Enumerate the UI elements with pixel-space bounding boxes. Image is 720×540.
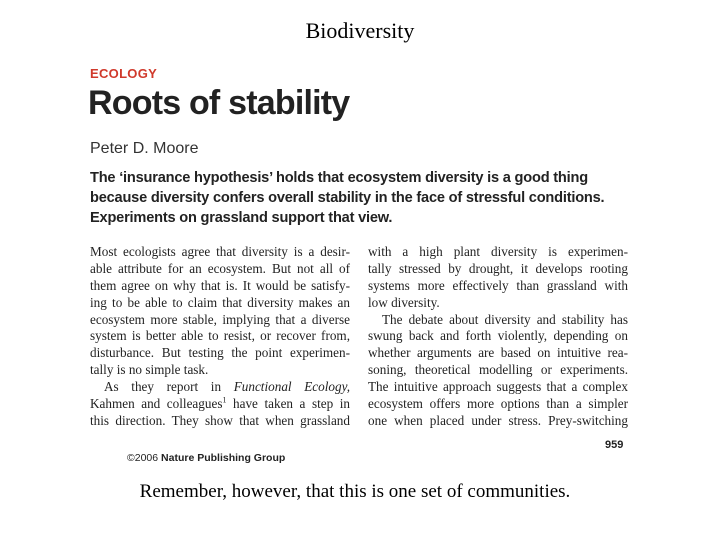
body-line: The debate about diversity and stability has [382, 311, 628, 327]
body-line: systems more effectively than grassland with [368, 277, 628, 293]
body-line: soning, theoretical modelling or experiments. [368, 362, 628, 378]
article-column-left [90, 244, 350, 430]
body-line: tally is no simple task. [90, 362, 209, 378]
body-line: system is better able to resist, or recover from, [90, 328, 350, 344]
reference-marker: 1 [222, 395, 227, 405]
body-line: able attribute for an ecosystem. But not all of [90, 260, 350, 276]
body-line [90, 396, 350, 413]
article-headline: Roots of stability [88, 84, 350, 122]
article-clipping [82, 62, 638, 470]
body-line: one when placed under stress. Prey-switching [368, 412, 628, 428]
body-line: whether arguments are based on intuitive rea- [368, 345, 628, 361]
body-line: this direction. They show that when grassland [90, 412, 350, 428]
body-line: swung back and forth violently, depending on [368, 328, 628, 344]
body-text: As they report in [104, 379, 222, 395]
slide-caption: Remember, however, that this is one set of communities. [139, 481, 571, 502]
body-line: tally stressed by drought, it develops rooting [368, 260, 628, 276]
article-standfirst [90, 168, 630, 228]
body-line: Most ecologists agree that diversity is a desir- [90, 244, 350, 259]
body-line: low diversity. [368, 294, 440, 310]
section-label: ECOLOGY [90, 66, 158, 81]
article-column-right [368, 244, 628, 430]
body-line: ing to be able to claim that diversity makes an [90, 294, 350, 310]
journal-name: Functional Ecology, [233, 379, 350, 395]
article-author: Peter D. Moore [90, 140, 199, 157]
standfirst-line: Experiments on grassland support that view. [90, 210, 393, 226]
body-text: Kahmen and colleagues [90, 396, 223, 412]
body-line: them agree on why that is. It would be satisfy- [90, 277, 350, 293]
body-line: ecosystem offers more options than a simpler [368, 396, 628, 412]
body-line [90, 379, 350, 396]
publisher-name: Nature Publishing Group [161, 452, 286, 464]
page-number: 959 [605, 439, 624, 451]
slide-title: Biodiversity [305, 18, 415, 43]
body-line: with a high plant diversity is experimen- [368, 244, 628, 259]
body-line: ecosystem more stable, implying that a diverse [90, 311, 350, 327]
body-text: have taken a step in [233, 396, 350, 412]
copyright-line [127, 452, 285, 464]
body-line: disturbance. But testing the point experimen- [90, 345, 350, 361]
standfirst-line: The ‘insurance hypothesis’ holds that ecosystem diversity is a good thing [90, 170, 588, 186]
copyright-year: ©2006 [127, 452, 159, 464]
standfirst-line: because diversity confers overall stability in the face of stressful conditions. [90, 190, 605, 206]
body-line: The intuitive approach suggests that a complex [368, 379, 628, 395]
